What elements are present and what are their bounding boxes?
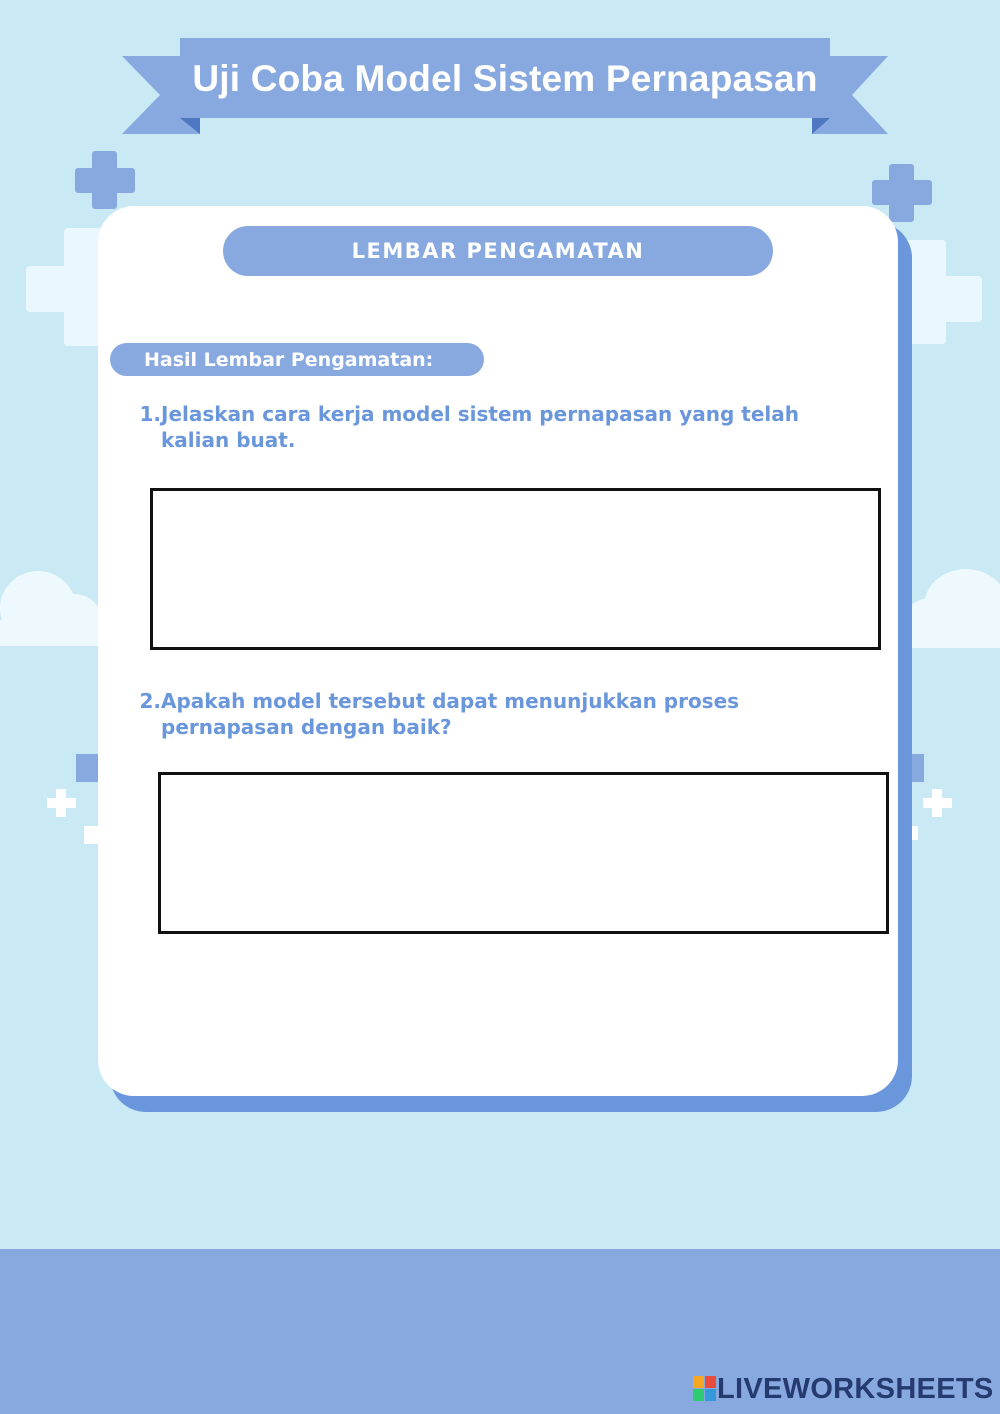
cloud-right-icon xyxy=(900,569,1000,648)
answer-box-2[interactable] xyxy=(158,772,889,934)
small-plus-left-icon xyxy=(47,789,76,817)
worksheet-card xyxy=(98,206,898,1096)
small-block-left-icon xyxy=(76,754,100,782)
small-square-left-icon xyxy=(84,826,98,844)
liveworksheets-logo[interactable] xyxy=(693,1374,994,1404)
brand-name: LIVEWORKSHEETS xyxy=(717,1372,994,1405)
liveworksheets-cube-icon xyxy=(693,1376,717,1402)
section-title: LEMBAR PENGAMATAN xyxy=(223,226,773,276)
question-1-number: 1. xyxy=(139,402,161,426)
question-1-text: Jelaskan cara kerja model sistem pernapasan yang telah kalian buat. xyxy=(161,402,799,452)
plus-left-icon xyxy=(75,151,135,209)
cloud-left-icon xyxy=(0,571,102,646)
question-2-number: 2. xyxy=(139,689,161,713)
question-2 xyxy=(138,688,838,740)
question-1 xyxy=(138,401,838,453)
answer-box-1[interactable] xyxy=(150,488,881,650)
question-2-text: Apakah model tersebut dapat menunjukkan proses pernapasan dengan baik? xyxy=(161,689,740,739)
small-plus-right-icon xyxy=(923,789,952,817)
results-label: Hasil Lembar Pengamatan: xyxy=(110,343,484,376)
page-title: Uji Coba Model Sistem Pernapasan xyxy=(192,58,818,99)
